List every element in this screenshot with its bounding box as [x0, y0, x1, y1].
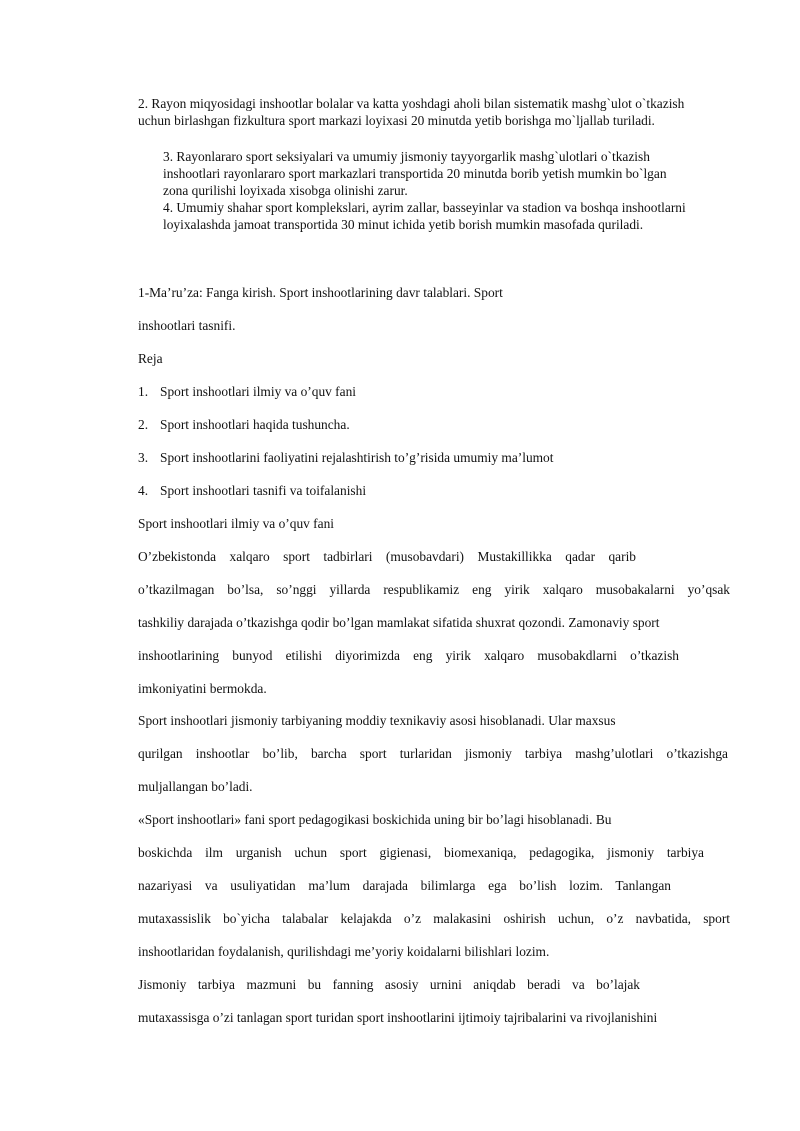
item-4-line-2: loyixalashda jamoat transportida 30 minut ichida yetib borish mumkin masofada quriladi.: [163, 217, 644, 232]
lecture-title-line-2: inshootlari tasnifi.: [138, 318, 236, 333]
item-3-line-1: 3. Rayonlararo sport seksiyalari va umumiy jismoniy tayyorgarlik mashg`ulotlari o`tkazish: [163, 149, 650, 164]
plan-item-number: 3.: [138, 450, 149, 465]
plan-item-text: Sport inshootlari haqida tushuncha.: [160, 417, 350, 432]
plan-item-number: 2.: [138, 417, 149, 432]
item-2-line-2: uchun birlashgan fizkultura sport markazi loyixasi 20 minutda yetib borishga mo`ljallab turiladi.: [138, 113, 655, 128]
plan-item: [138, 449, 553, 466]
item-2-line-1: 2. Rayon miqyosidagi inshootlar bolalar va katta yoshdagi aholi bilan sistematik mashg`ulot o`tkazish: [138, 96, 685, 111]
para3-line: inshootlaridan foydalanish, qurilishdagi me’yoriy koidalarni bilishlari lozim.: [138, 944, 550, 959]
para1-line: inshootlarining bunyod etilishi diyorimizda eng yirik xalqaro musobakdlarni o’tkazish: [138, 648, 679, 663]
plan-item: [138, 383, 356, 400]
para4-line: Jismoniy tarbiya mazmuni bu fanning asosiy urnini aniqdab beradi va bo’lajak: [138, 977, 640, 992]
para3-line: «Sport inshootlari» fani sport pedagogikasi boskichida uning bir bo’lagi hisoblanadi. Bu: [138, 812, 612, 827]
plan-item: [138, 416, 350, 433]
para4-line: mutaxassisga o’zi tanlagan sport turidan sport inshootlarini ijtimoiy tajribalarini va rivojlanishini: [138, 1010, 658, 1025]
plan-item: [138, 482, 366, 499]
para2-line: qurilgan inshootlar bo’lib, barcha sport turlaridan jismoniy tarbiya mashg’ulotlari o’tkazishga: [138, 746, 728, 761]
para2-line: Sport inshootlari jismoniy tarbiyaning moddiy texnikaviy asosi hisoblanadi. Ular maxsus: [138, 713, 616, 728]
plan-item-number: 1.: [138, 384, 149, 399]
lecture-title-line-1: 1-Ma’ru’za: Fanga kirish. Sport inshootlarining davr talablari. Sport: [138, 285, 503, 300]
para2-line: muljallangan bo’ladi.: [138, 779, 253, 794]
plan-item-number: 4.: [138, 483, 149, 498]
plan-item-text: Sport inshootlari ilmiy va o’quv fani: [160, 384, 357, 399]
item-3-line-2: inshootlari rayonlararo sport markazlari transportida 20 minutda borib yetish mumkin bo`lgan: [163, 166, 667, 181]
para3-line: mutaxassislik bo`yicha talabalar kelajakda o’z malakasini oshirish uchun, o’z navbatida, sport: [138, 911, 730, 926]
para3-line: nazariyasi va usuliyatidan ma’lum darajada bilimlarga ega bo’lish lozim. Tanlangan: [138, 878, 671, 893]
para1-line: tashkiliy darajada o’tkazishga qodir bo’lgan mamlakat sifatida shuxrat qozondi. Zamonaviy sport: [138, 615, 660, 630]
para1-line: o’tkazilmagan bo’lsa, so’nggi yillarda respublikamiz eng yirik xalqaro musobakalarni yo’qsak: [138, 582, 730, 597]
plan-item-text: Sport inshootlari tasnifi va toifalanishi: [160, 483, 367, 498]
para1-line: O’zbekistonda xalqaro sport tadbirlari (musobavdari) Mustakillikka qadar qarib: [138, 549, 636, 564]
plan-item-text: Sport inshootlarini faoliyatini rejalashtirish to’g’risida umumiy ma’lumot: [160, 450, 554, 465]
section-heading: Sport inshootlari ilmiy va o’quv fani: [138, 516, 335, 531]
para3-line: boskichda ilm urganish uchun sport gigienasi, biomexaniqa, pedagogika, jismoniy tarbiya: [138, 845, 704, 860]
plan-heading: Reja: [138, 351, 163, 366]
para1-line: imkoniyatini bermokda.: [138, 681, 267, 696]
item-3-line-3: zona qurilishi loyixada xisobga olinishi zarur.: [163, 183, 408, 198]
item-4-line-1: 4. Umumiy shahar sport komplekslari, ayrim zallar, basseyinlar va stadion va boshqa inshootlarni: [163, 200, 686, 215]
